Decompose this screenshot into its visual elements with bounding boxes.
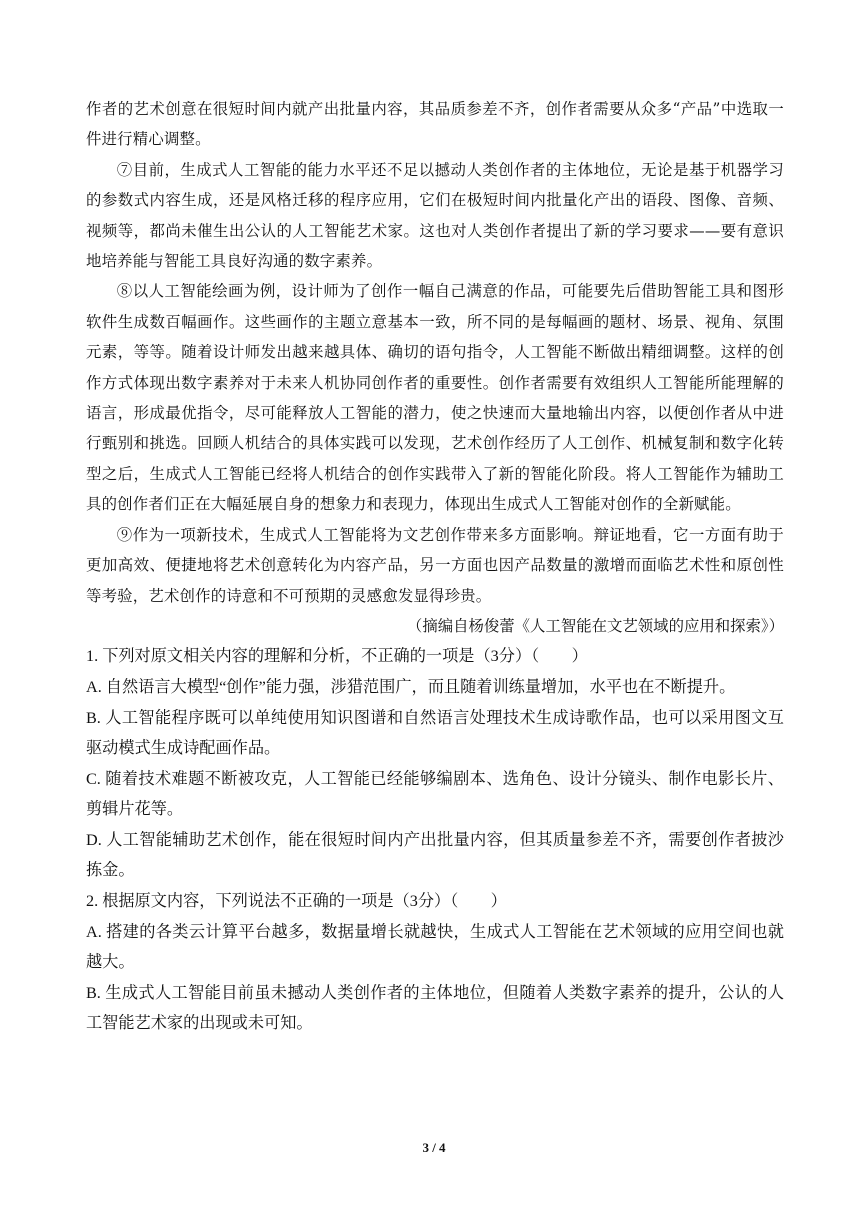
question-stem: 1. 下列对原文相关内容的理解和分析，不正确的一项是（3分）（ ）: [86, 647, 588, 666]
question-option-b: B. 生成式人工智能目前虽未撼动人类创作者的主体地位，但随着人类数字素养的提升，公认的人工智能艺术家的出现或未可知。: [86, 983, 784, 1033]
question-option-b: B. 人工智能程序既可以单纯使用知识图谱和自然语言处理技术生成诗歌作品，也可以采用图文互驱动模式生成诗配画作品。: [86, 708, 784, 758]
question-option-c: C. 随着技术难题不断被攻克，人工智能已经能够编剧本、选角色、设计分镜头、制作电影长片、剪辑片花等。: [86, 769, 784, 819]
question-option-d: D. 人工智能辅助艺术创作，能在很短时间内产出批量内容，但其质量参差不齐，需要创作者披沙拣金。: [86, 830, 784, 880]
passage-paragraph-8: ⑧以人工智能绘画为例，设计师为了创作一幅自己满意的作品，可能要先后借助智能工具和图形软件生成数百幅画作。这些画作的主题立意基本一致，所不同的是每幅画的题材、场景、视角、氛围元素，等等。随着设计师发出越来越具体、确切的语句指令，人工智能不断做出精细调整。这样的创作方式体现出数字素养对于未来人机协同创作者的重要性。创作者需要有效组织人工智能所能理解的语言，形成最优指令，尽可能释放人工智能的潜力，使之快速而大量地输出内容，以便创作者从中进行甄别和挑选。回顾人机结合的具体实践可以发现，艺术创作经历了人工创作、机械复制和数字化转型之后，生成式人工智能已经将人机结合的创作实践带入了新的智能化阶段。将人工智能作为辅助工具的创作者们正在大幅延展自身的想象力和表现力，体现出生成式人工智能对创作的全新赋能。: [86, 282, 784, 514]
passage-paragraph-continued: 作者的艺术创意在很短时间内就产出批量内容，其品质参差不齐，创作者需要从众多“产品”中选取一件进行精心调整。: [86, 100, 784, 149]
question-option-a: A. 搭建的各类云计算平台越多，数据量增长就越快，生成式人工智能在艺术领域的应用空间也就越大。: [86, 922, 784, 972]
passage-paragraph-9: ⑨作为一项新技术，生成式人工智能将为文艺创作带来多方面影响。辩证地看，它一方面有助于更加高效、便捷地将艺术创意转化为内容产品，另一方面也因产品数量的激增而面临艺术性和原创性等考验，艺术创作的诗意和不可预期的灵感愈发显得珍贵。: [86, 525, 784, 605]
question-1: [86, 641, 784, 886]
question-stem: 2. 根据原文内容，下列说法不正确的一项是（3分）（ ）: [86, 892, 507, 911]
question-2: [86, 886, 784, 1039]
question-option-a: A. 自然语言大模型“创作”能力强，涉猎范围广，而且随着训练量增加，水平也在不断提升。: [86, 677, 736, 696]
passage-paragraph-7: ⑦目前，生成式人工智能的能力水平还不足以撼动人类创作者的主体地位，无论是基于机器学习的参数式内容生成，还是风格迁移的程序应用，它们在极短时间内批量化产出的语段、图像、音频、视频等，都尚未催生出公认的人工智能艺术家。这也对人类创作者提出了新的学习要求——要有意识地培养能与智能工具良好沟通的数字素养。: [86, 160, 784, 271]
passage-source: （摘编自杨俊蕾《人工智能在文艺领域的应用和探索》）: [406, 616, 784, 635]
page-number: 3 / 4: [422, 1140, 446, 1155]
